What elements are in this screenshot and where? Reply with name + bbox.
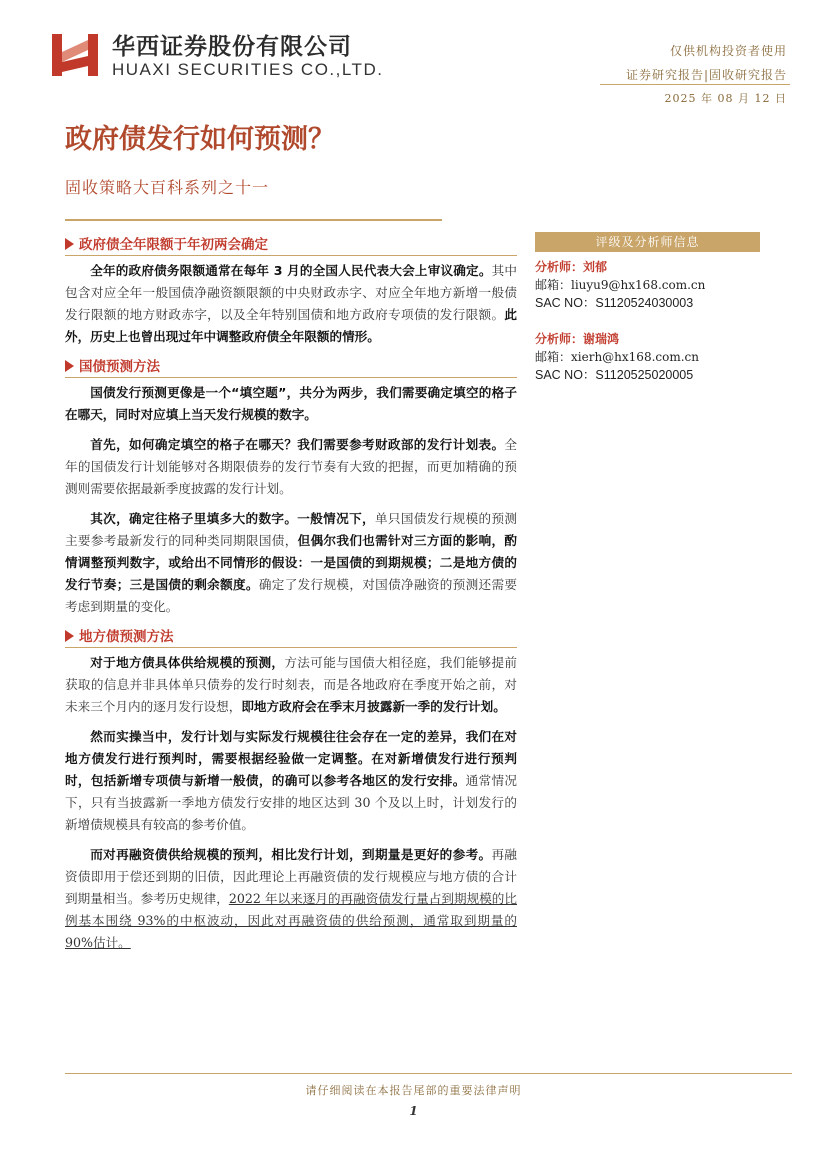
body-paragraph: [65, 726, 517, 836]
analyst-email[interactable]: 邮箱：xierh@hx168.com.cn: [535, 350, 699, 364]
analyst-sac: SAC NO：S1120525020005: [535, 368, 694, 382]
bold-text-run: 全年的政府债务限额通常在每年 3 月的全国人民代表大会上审议确定。: [90, 263, 492, 278]
report-date: 2025 年 08 月 12 日: [664, 92, 787, 105]
footer-divider: [65, 1073, 792, 1074]
body-paragraph: [65, 260, 517, 348]
text-run: 全年的国债发行计划能够对各期限债券的发行节奏有大致的把握，而更加精确的预测则需要依据最新季度披露的发行计划。: [65, 437, 517, 496]
legal-disclaimer[interactable]: 请仔细阅读在本报告尾部的重要法律声明: [305, 1084, 522, 1097]
body-paragraph: [65, 382, 517, 426]
triangle-bullet-icon: [65, 238, 74, 250]
bold-text-run: 对于地方债具体供给规模的预测，: [90, 655, 285, 670]
company-name-cn: 华西证券股份有限公司: [112, 34, 352, 60]
sidebar-heading: 评级及分析师信息: [535, 232, 760, 252]
body-paragraph: [65, 652, 517, 718]
analyst-sidebar: [535, 232, 760, 384]
bold-text-run: 而对再融资债供给规模的预判，相比发行计划，到期量是更好的参考。: [90, 847, 492, 862]
text-run: 2022 年以来逐月的再融资债发行量占到期规模的比例基本围绕 93%的中枢波动，因此对再融资债的供给预测，通常取到期量的 90%估计。: [65, 891, 517, 950]
body-paragraph: [65, 434, 517, 500]
title-divider: [65, 219, 442, 221]
header-divider: [600, 84, 790, 85]
bold-text-run: 然而实操当中，发行计划与实际发行规模往往会存在一定的差异，我们在对地方债发行进行预判时，需要根据经验做一定调整。在对新增债发行进行预判时，包括新增专项债与新增一般债，的确可以参考各地区的发行安排。: [65, 729, 517, 788]
page-number: 1: [409, 1104, 418, 1118]
analyst-email[interactable]: 邮箱：liuyu9@hx168.com.cn: [535, 278, 706, 292]
text-run: 方法可能与国债大相径庭，我们能够提前获取的信息并非具体单只债券的发行时刻表，而是各地政府在季度开始之前，对未来三个月内的逐月发行设想，: [65, 655, 518, 714]
text-run: 再融资债即用于偿还到期的旧债，因此理论上再融资债的发行规模应与地方债的合计到期量相当。参考历史规律，: [65, 847, 518, 906]
analyst-card: [535, 330, 760, 384]
bold-text-run: 即地方政府会在季末月披露新一季的发行计划。: [241, 699, 506, 714]
company-name-en: HUAXI SECURITIES CO.,LTD.: [112, 60, 384, 79]
text-run: 单只国债发行规模的预测主要参考最新发行的同种类同期限国债，: [65, 511, 518, 548]
report-type: 证券研究报告|固收研究报告: [625, 68, 787, 82]
body-paragraph: [65, 844, 517, 954]
section-heading-text: 地方债预测方法: [79, 629, 174, 645]
text-run: 确定了发行规模，对国债净融资的预测还需要考虑到期量的变化。: [65, 577, 518, 614]
text-run: 其中包含对应全年一般国债净融资额限额的中央财政赤字、对应全年地方新增一般债发行限额的地方财政赤字，以及全年特别国债和地方政府专项债的发行限额。: [65, 263, 517, 322]
triangle-bullet-icon: [65, 360, 74, 372]
bold-text-run: 此外，历史上也曾出现过年中调整政府债全年限额的情形。: [65, 307, 517, 344]
report-title: 政府债发行如何预测？: [65, 124, 335, 155]
analyst-card: [535, 258, 760, 312]
company-logo-icon: [50, 30, 100, 78]
audience-note: 仅供机构投资者使用: [669, 44, 787, 58]
analyst-name: 分析师：谢瑞鸿: [535, 332, 620, 346]
section-heading: [65, 626, 517, 648]
section-heading: [65, 234, 517, 256]
bold-text-run: 其次，确定往格子里填多大的数字。一般情况下，: [90, 511, 375, 526]
analyst-sac: SAC NO：S1120524030003: [535, 296, 694, 310]
section-heading: [65, 356, 517, 378]
triangle-bullet-icon: [65, 630, 74, 642]
bold-text-run: 但偶尔我们也需针对三方面的影响，酌情调整预判数字，或给出不同情形的假设：一是国债的到期规模；二是地方债的发行节奏；三是国债的剩余额度。: [65, 533, 518, 592]
main-content: [65, 234, 517, 962]
bold-text-run: 首先，如何确定填空的格子在哪天？我们需要参考财政部的发行计划表。: [90, 437, 505, 452]
text-run: 通常情况下，只有当披露新一季地方债发行安排的地区达到 30 个及以上时，计划发行的新增债规模具有较高的参考价值。: [65, 773, 518, 832]
analyst-name: 分析师：刘郁: [535, 260, 608, 274]
section-heading-text: 国债预测方法: [79, 359, 160, 375]
body-paragraph: [65, 508, 517, 618]
section-heading-text: 政府债全年限额于年初两会确定: [79, 237, 268, 253]
bold-text-run: 国债发行预测更像是一个“填空题”，共分为两步，我们需要确定填空的格子在哪天，同时对应填上当天发行规模的数字。: [65, 385, 517, 422]
report-subtitle: 固收策略大百科系列之十一: [65, 178, 270, 197]
